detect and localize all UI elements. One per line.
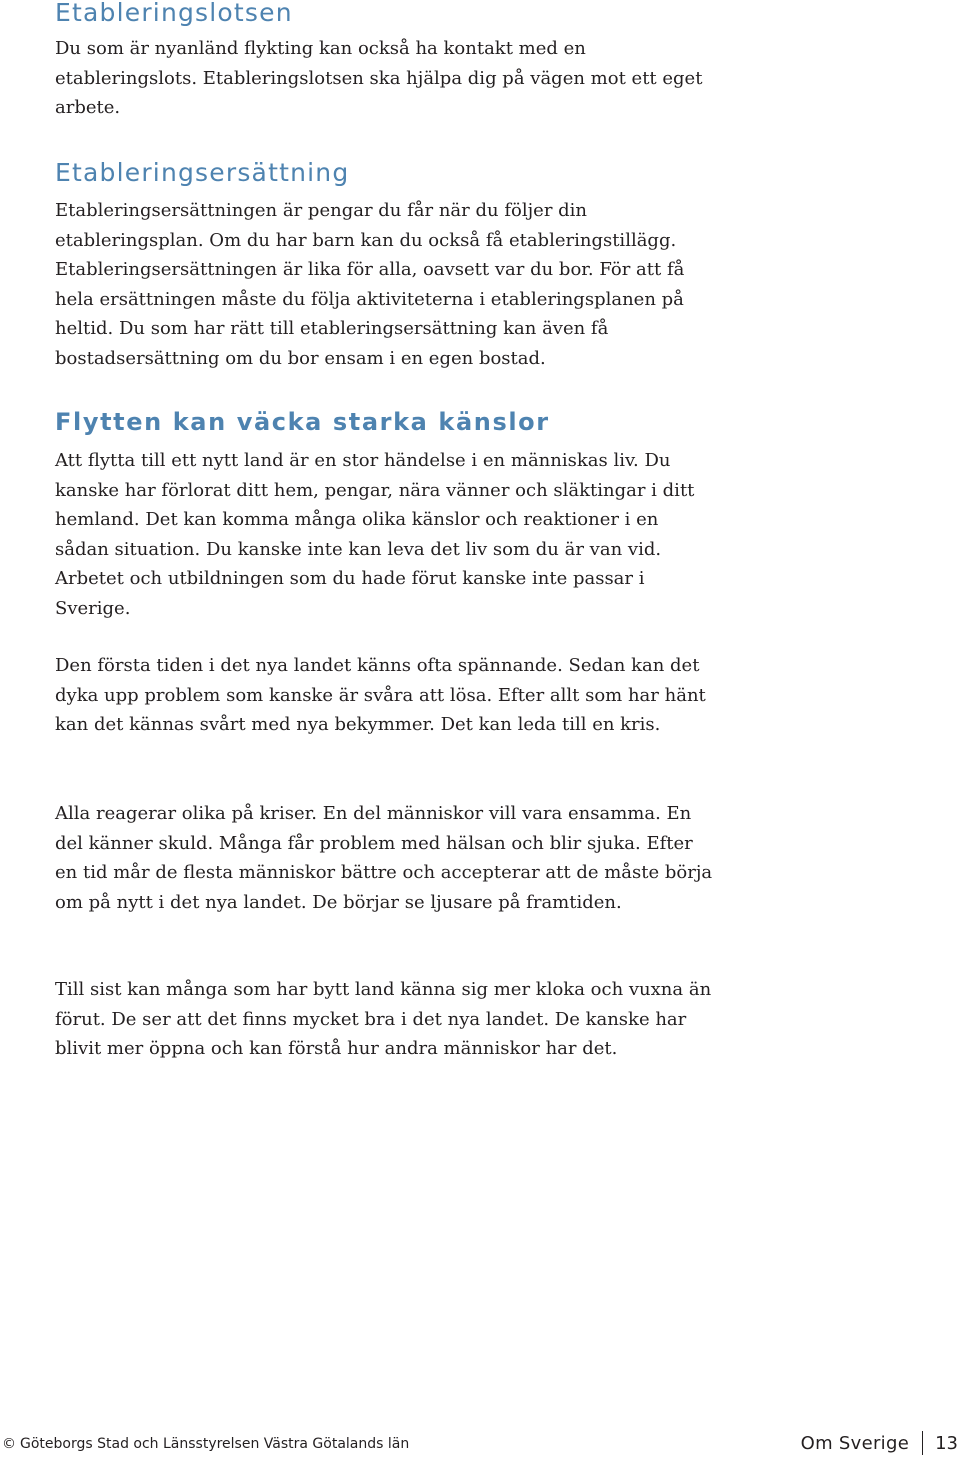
footer-page-info <box>801 1430 960 1456</box>
page-number: 13 <box>935 1432 958 1454</box>
paragraph-flytten-3: Alla reagerar olika på kriser. En del människor vill vara ensamma. En del känner skuld. Många får problem med hälsan och blir sjuka. Efter en tid mår de flesta människor bättre och accepterar att de måste börja om på nytt i det nya landet. De börjar se ljusare på framtiden. <box>55 803 713 913</box>
footer-copyright <box>2 1436 409 1452</box>
paragraph-flytten-1: Att flytta till ett nytt land är en stor händelse i en människas liv. Du kanske har förlorat ditt hem, pengar, nära vänner och släktingar i ditt hemland. Det kan komma många olika känslor och reaktioner i en sådan situation. Du kanske inte kan leva det liv som du är van vid. Arbetet och utbildningen som du hade förut kanske inte passar i Sverige. <box>55 450 695 619</box>
paragraph-etableringsersattning: Etableringsersättningen är pengar du får när du följer din etableringsplan. Om du har barn kan du också få etableringstillägg. Etableringsersättningen är lika för alla, oavsett var du bor. För att få hela ersättningen måste du följa aktiviteterna i etableringsplanen på heltid. Du som har rätt till etableringsersättning kan även få bostadsersättning om du bor ensam i en egen bostad. <box>55 200 685 369</box>
heading-flytten: Flytten kan väcka starka känslor <box>55 408 550 436</box>
heading-etableringsersattning: Etableringsersättning <box>55 158 350 187</box>
paragraph-etableringslotsen: Du som är nyanländ flykting kan också ha kontakt med en etableringslots. Etableringslotsen ska hjälpa dig på vägen mot ett eget arbete. <box>55 38 703 118</box>
copyright-text: Göteborgs Stad och Länsstyrelsen Västra Götalands län <box>20 1436 410 1452</box>
copyright-icon: © <box>2 1436 16 1452</box>
page-footer <box>0 1430 960 1456</box>
paragraph-flytten-2: Den första tiden i det nya landet känns ofta spännande. Sedan kan det dyka upp problem som kanske är svåra att lösa. Efter allt som har hänt kan det kännas svårt med nya bekymmer. Det kan leda till en kris. <box>55 655 706 735</box>
heading-etableringslotsen: Etableringslotsen <box>55 0 293 27</box>
footer-divider <box>922 1431 923 1455</box>
footer-section-title: Om Sverige <box>800 1432 910 1454</box>
paragraph-flytten-4: Till sist kan många som har bytt land känna sig mer kloka och vuxna än förut. De ser att det finns mycket bra i det nya landet. De kanske har blivit mer öppna och kan förstå hur andra människor har det. <box>55 979 712 1059</box>
